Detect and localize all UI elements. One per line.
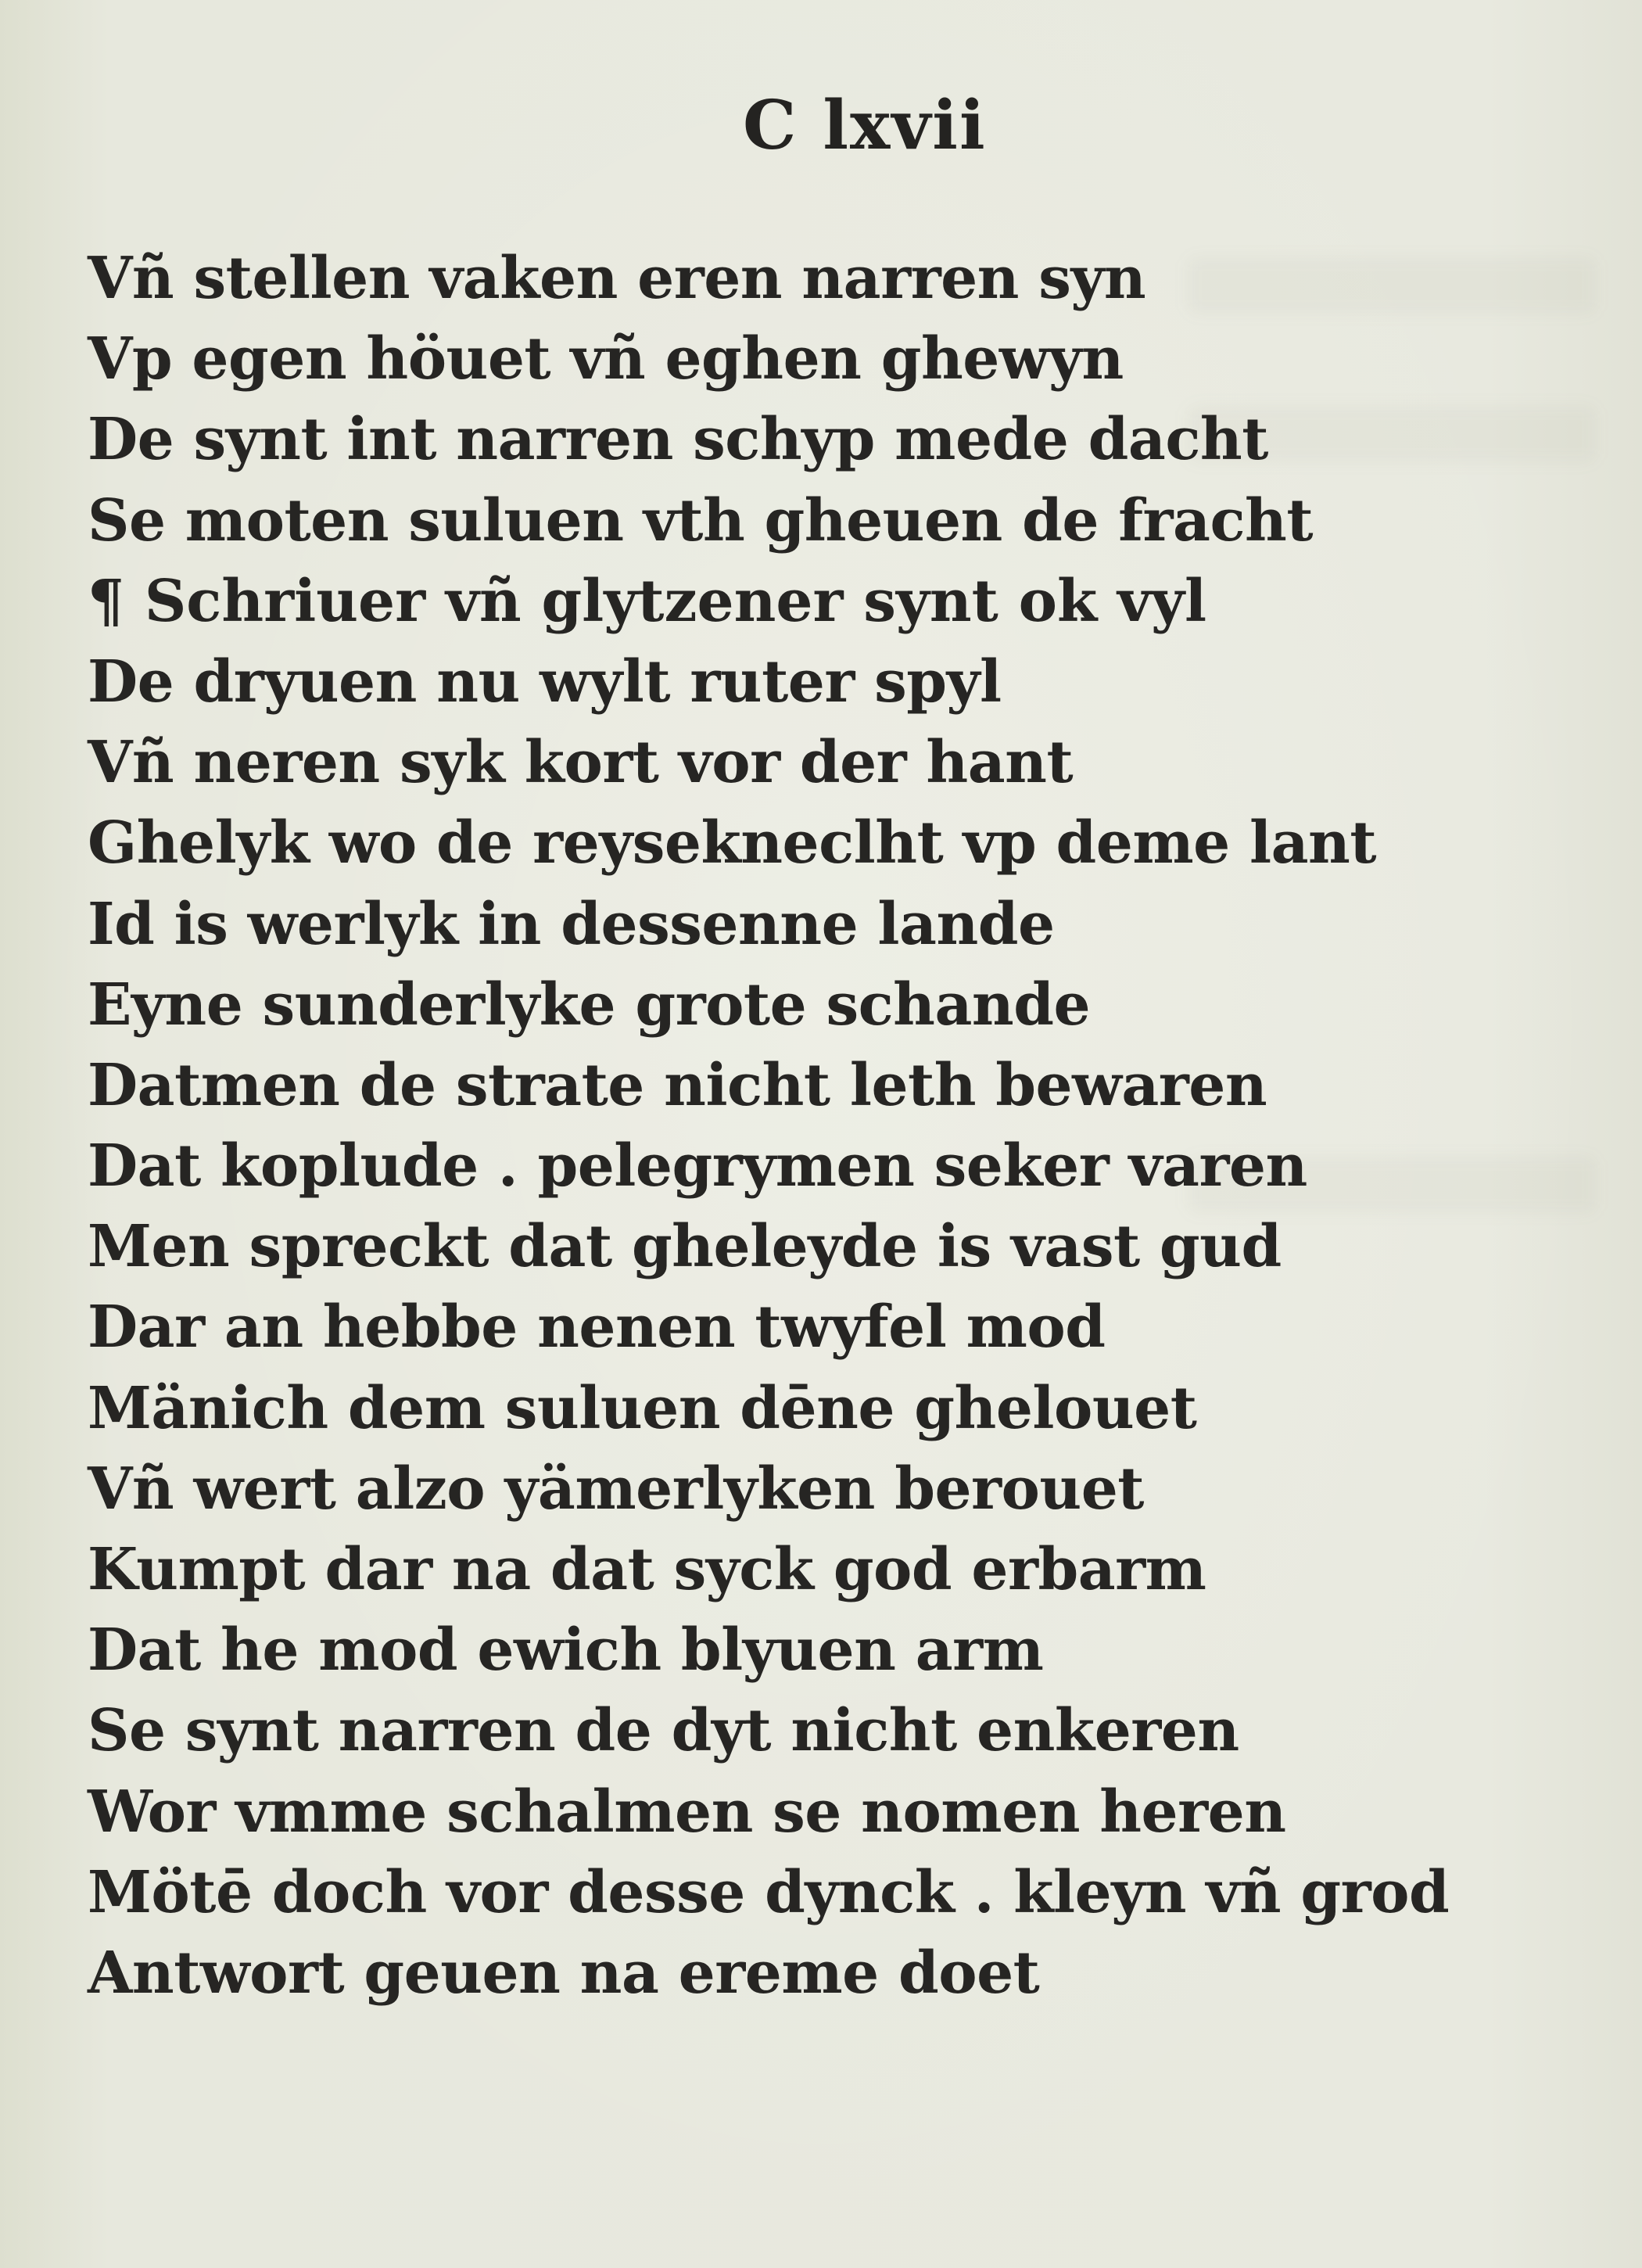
folio-number: C lxvii bbox=[743, 86, 987, 165]
verse-line: Se moten suluen vth gheuen de fracht bbox=[88, 486, 1314, 554]
verse-line: Antwort geuen na ereme doet bbox=[88, 1939, 1040, 2007]
verse-line: Ghelyk wo de reysekneclht vp deme lant bbox=[88, 809, 1377, 877]
verse-line: Vñ stellen vaken eren narren syn bbox=[88, 245, 1146, 312]
verse-line: Datmen de strate nicht leth bewaren bbox=[88, 1051, 1267, 1119]
verse-line: De synt int narren schyp mede dacht bbox=[88, 406, 1268, 474]
verse-line: Men spreckt dat gheleyde is vast gud bbox=[88, 1213, 1282, 1281]
verse-line: De dryuen nu wylt ruter spyl bbox=[88, 648, 1002, 716]
verse-line: Vñ neren syk kort vor der hant bbox=[88, 729, 1074, 797]
verse-line: Vp egen höuet vñ eghen ghewyn bbox=[88, 325, 1124, 393]
verse-text-block bbox=[88, 239, 1558, 2014]
verse-line: Wor vmme schalmen se nomen heren bbox=[88, 1778, 1286, 1846]
verse-line: Mötē doch vor desse dynck . kleyn vñ grod bbox=[88, 1858, 1450, 1926]
verse-line: Eyne sunderlyke grote schande bbox=[88, 971, 1091, 1039]
verse-line: Dat koplude . pelegrymen seker varen bbox=[88, 1132, 1307, 1200]
verse-line-pilcrow: ¶ Schriuer vñ glytzener synt ok vyl bbox=[88, 567, 1207, 635]
verse-line: Vñ wert alzo yämerlyken berouet bbox=[88, 1455, 1144, 1523]
verse-line: Dar an hebbe nenen twyfel mod bbox=[88, 1294, 1106, 1362]
verse-line: Id is werlyk in dessenne lande bbox=[88, 890, 1055, 958]
verse-line: Kumpt dar na dat syck god erbarm bbox=[88, 1536, 1206, 1603]
verse-line: Se synt narren de dyt nicht enkeren bbox=[88, 1697, 1239, 1765]
verse-line: Dat he mod ewich blyuen arm bbox=[88, 1617, 1044, 1685]
verse-line: Mänich dem suluen dēne ghelouet bbox=[88, 1374, 1197, 1442]
